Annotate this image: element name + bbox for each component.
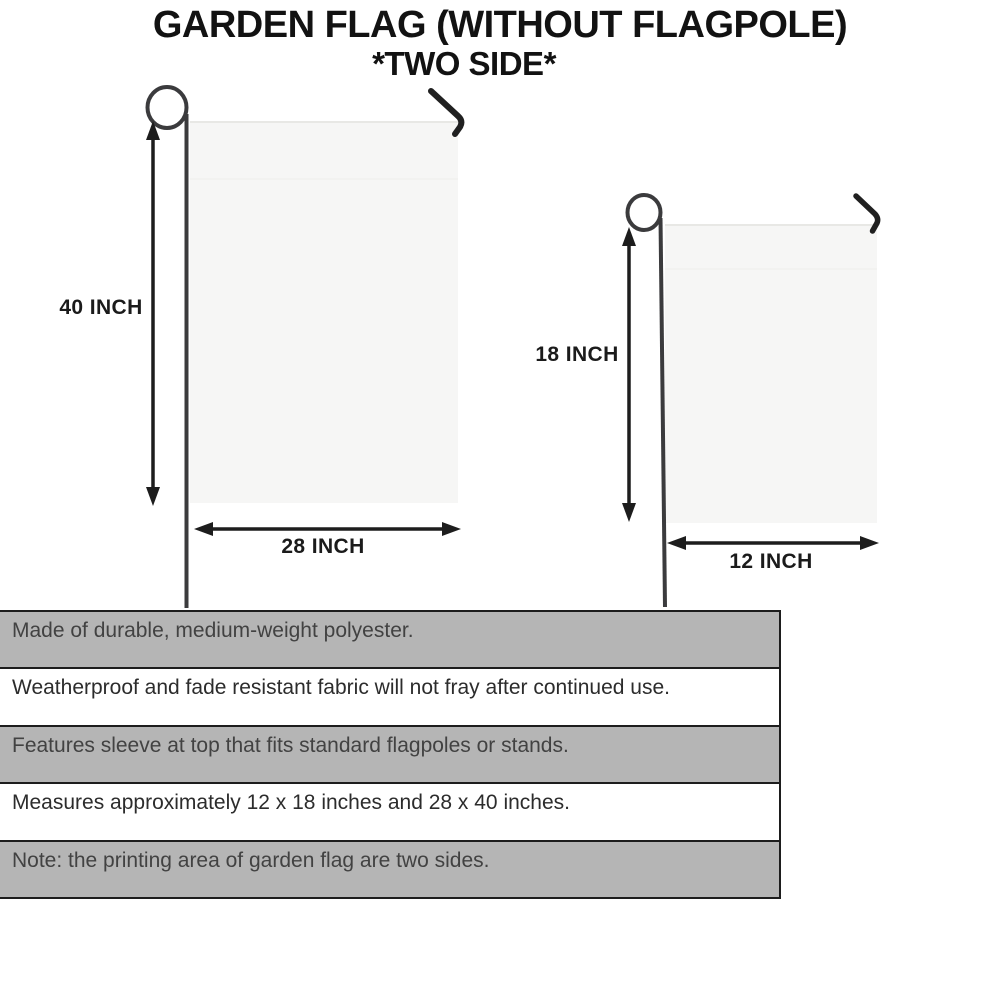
feature-row [0,727,779,784]
small-width-arrow-icon [667,536,879,550]
feature-list [0,610,781,899]
small-flagpole-loop-icon [628,195,661,230]
small-flagpole [661,218,666,607]
small-flag-width-label: 12 INCH [729,550,813,573]
feature-text: Features sleeve at top that fits standard flagpoles or stands. [12,733,569,757]
feature-row [0,669,779,726]
page-subtitle: *TWO SIDE* [372,45,556,82]
small-flag-group [622,195,879,607]
large-width-arrow-icon [194,522,461,536]
feature-text: Made of durable, medium-weight polyester. [12,619,414,642]
small-flag-height-label: 18 INCH [535,343,619,366]
large-flag-group [146,87,461,608]
feature-text: Note: the printing area of garden flag are two sides. [12,848,490,872]
small-height-arrow-icon [622,227,636,522]
large-height-arrow-icon [146,121,160,506]
feature-row [0,612,779,669]
feature-row [0,842,779,897]
feature-text: Measures approximately 12 x 18 inches and 28 x 40 inches. [12,791,570,815]
large-flag-width-label: 28 INCH [281,535,365,558]
large-flag-height-label: 40 INCH [59,296,143,319]
large-flagpole-loop-icon [148,87,187,128]
page-title: GARDEN FLAG (WITHOUT FLAGPOLE) [152,4,848,46]
feature-text: Weatherproof and fade resistant fabric will not fray after continued use. [12,676,670,700]
feature-row [0,784,779,841]
